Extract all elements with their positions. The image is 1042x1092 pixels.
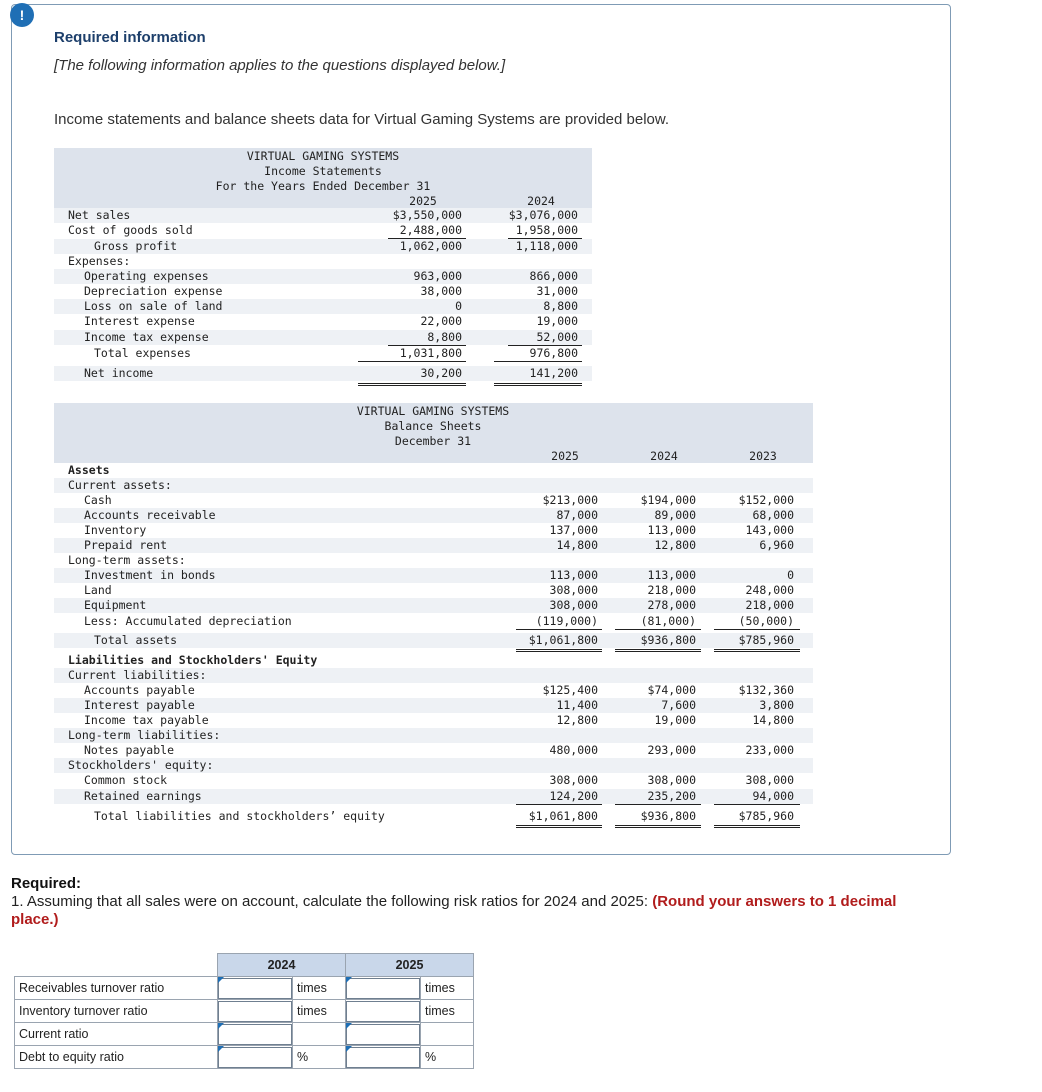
balance-value-2023: 218,000 bbox=[745, 598, 794, 612]
income-row-label: Cost of goods sold bbox=[68, 223, 193, 237]
balance-underline bbox=[714, 804, 800, 805]
intro-text: Income statements and balance sheets data for Virtual Gaming Systems are provided below. bbox=[54, 111, 670, 128]
balance-value-2025: $1,061,800 bbox=[528, 633, 598, 647]
balance-value-2023: 94,000 bbox=[752, 789, 794, 803]
ratio-unit: % bbox=[293, 1046, 346, 1069]
income-value-2025: 8,800 bbox=[427, 330, 462, 344]
balance-row-label: Stockholders' equity: bbox=[68, 758, 214, 772]
column-header-2025: 2025 bbox=[346, 954, 474, 977]
balance-row-label: Current liabilities: bbox=[68, 668, 207, 682]
balance-value-2024: 12,800 bbox=[654, 538, 696, 552]
balance-year-2025: 2025 bbox=[551, 449, 579, 463]
income-row-label: Depreciation expense bbox=[84, 284, 223, 298]
balance-value-2024: $936,800 bbox=[640, 633, 696, 647]
income-year-2025: 2025 bbox=[409, 194, 437, 208]
balance-value-2023: 143,000 bbox=[745, 523, 794, 537]
inventory-turnover-2025-input[interactable] bbox=[346, 1001, 420, 1022]
ratio-row-current bbox=[15, 1023, 474, 1046]
balance-value-2025: 124,200 bbox=[549, 789, 598, 803]
receivables-turnover-2025-input[interactable] bbox=[346, 978, 420, 999]
balance-value-2025: 308,000 bbox=[549, 598, 598, 612]
balance-double-underline bbox=[516, 649, 602, 650]
income-row-label: Expenses: bbox=[68, 254, 131, 268]
balance-value-2023: 14,800 bbox=[752, 713, 794, 727]
balance-value-2023: $132,360 bbox=[738, 683, 794, 697]
income-value-2025: 0 bbox=[455, 299, 462, 313]
balance-date: December 31 bbox=[394, 434, 472, 448]
balance-row-label: Interest payable bbox=[84, 698, 195, 712]
balance-row-label: Common stock bbox=[84, 773, 168, 787]
balance-double-underline bbox=[615, 825, 701, 826]
balance-value-2023: 0 bbox=[787, 568, 794, 582]
income-row-label: Total expenses bbox=[94, 346, 191, 360]
balance-value-2023: $785,960 bbox=[738, 633, 794, 647]
balance-value-2025: (119,000) bbox=[535, 614, 598, 628]
balance-row-stripe bbox=[54, 538, 813, 553]
balance-double-underline bbox=[615, 649, 701, 650]
balance-value-2025: 308,000 bbox=[549, 583, 598, 597]
balance-value-2023: $152,000 bbox=[738, 493, 794, 507]
inventory-turnover-2024-input[interactable] bbox=[218, 1001, 292, 1022]
balance-value-2025: $213,000 bbox=[542, 493, 598, 507]
balance-value-2023: $785,960 bbox=[738, 809, 794, 823]
ratio-unit: times bbox=[421, 1000, 474, 1023]
income-title: Income Statements bbox=[264, 164, 382, 178]
balance-value-2024: 293,000 bbox=[647, 743, 696, 757]
ratio-row-debt-equity bbox=[15, 1046, 474, 1069]
ratio-unit bbox=[293, 1023, 346, 1046]
rounding-note: (Round your answers to 1 decimal place.) bbox=[11, 893, 897, 928]
balance-row-label: Equipment bbox=[84, 598, 147, 612]
ratio-answer-table bbox=[14, 953, 474, 1069]
balance-row-label: Less: Accumulated depreciation bbox=[84, 614, 292, 628]
balance-underline bbox=[516, 804, 602, 805]
current-ratio-2025-input[interactable] bbox=[346, 1024, 420, 1045]
income-row-label: Net sales bbox=[68, 208, 131, 222]
balance-value-2024: 218,000 bbox=[647, 583, 696, 597]
balance-underline bbox=[714, 629, 800, 630]
column-header-2024: 2024 bbox=[218, 954, 346, 977]
balance-value-2024: 308,000 bbox=[647, 773, 696, 787]
income-double-underline bbox=[494, 385, 582, 386]
balance-row-label: Income tax payable bbox=[84, 713, 209, 727]
balance-value-2023: 3,800 bbox=[759, 698, 794, 712]
income-period: For the Years Ended December 31 bbox=[215, 179, 431, 193]
balance-row-label: Total liabilities and stockholders’ equity bbox=[94, 809, 385, 823]
balance-value-2024: 278,000 bbox=[647, 598, 696, 612]
income-value-2025: 22,000 bbox=[420, 314, 462, 328]
balance-value-2023: 68,000 bbox=[752, 508, 794, 522]
balance-double-underline bbox=[615, 651, 701, 652]
balance-value-2025: 87,000 bbox=[556, 508, 598, 522]
income-double-underline bbox=[358, 383, 466, 384]
balance-double-underline bbox=[516, 651, 602, 652]
income-value-2025: 38,000 bbox=[420, 284, 462, 298]
balance-value-2025: 137,000 bbox=[549, 523, 598, 537]
balance-value-2023: (50,000) bbox=[738, 614, 794, 628]
ratio-unit: times bbox=[421, 977, 474, 1000]
balance-title: Balance Sheets bbox=[384, 419, 482, 433]
income-value-2024: 1,118,000 bbox=[515, 239, 578, 253]
balance-company: VIRTUAL GAMING SYSTEMS bbox=[356, 404, 510, 418]
ratio-label: Debt to equity ratio bbox=[15, 1046, 218, 1069]
balance-double-underline bbox=[714, 651, 800, 652]
balance-value-2024: 89,000 bbox=[654, 508, 696, 522]
income-value-2024: 866,000 bbox=[529, 269, 578, 283]
ratio-unit bbox=[421, 1023, 474, 1046]
income-value-2024: 976,800 bbox=[529, 346, 578, 360]
balance-value-2025: 480,000 bbox=[549, 743, 598, 757]
income-row-label: Gross profit bbox=[94, 239, 178, 253]
balance-row-label: Liabilities and Stockholders' Equity bbox=[68, 653, 318, 667]
income-value-2024: 19,000 bbox=[536, 314, 578, 328]
balance-row-label: Prepaid rent bbox=[84, 538, 168, 552]
balance-value-2024: $194,000 bbox=[640, 493, 696, 507]
income-row-label: Interest expense bbox=[84, 314, 195, 328]
ratio-unit: times bbox=[293, 977, 346, 1000]
balance-value-2025: 308,000 bbox=[549, 773, 598, 787]
income-value-2025: 963,000 bbox=[413, 269, 462, 283]
balance-row-label: Long-term assets: bbox=[68, 553, 186, 567]
balance-row-label: Total assets bbox=[94, 633, 178, 647]
balance-row-label: Cash bbox=[84, 493, 112, 507]
balance-underline bbox=[516, 629, 602, 630]
ratio-row-receivables bbox=[15, 977, 474, 1000]
income-company: VIRTUAL GAMING SYSTEMS bbox=[246, 149, 400, 163]
alert-icon: ! bbox=[10, 3, 34, 27]
balance-underline bbox=[615, 629, 701, 630]
balance-value-2025: $1,061,800 bbox=[528, 809, 598, 823]
balance-row-label: Accounts payable bbox=[84, 683, 195, 697]
ratio-unit: % bbox=[421, 1046, 474, 1069]
balance-value-2025: 113,000 bbox=[549, 568, 598, 582]
balance-value-2024: 113,000 bbox=[647, 523, 696, 537]
balance-value-2025: 12,800 bbox=[556, 713, 598, 727]
balance-value-2025: $125,400 bbox=[542, 683, 598, 697]
ratio-unit: times bbox=[293, 1000, 346, 1023]
balance-row-label: Long-term liabilities: bbox=[68, 728, 221, 742]
balance-value-2024: 7,600 bbox=[661, 698, 696, 712]
ratio-label: Inventory turnover ratio bbox=[15, 1000, 218, 1023]
income-value-2025: 1,031,800 bbox=[399, 346, 462, 360]
income-value-2025: $3,550,000 bbox=[392, 208, 462, 222]
income-value-2025: 30,200 bbox=[420, 366, 462, 380]
ratio-label: Receivables turnover ratio bbox=[15, 977, 218, 1000]
ratio-label: Current ratio bbox=[15, 1023, 218, 1046]
income-underline bbox=[358, 361, 466, 362]
balance-year-2023: 2023 bbox=[749, 449, 777, 463]
income-value-2024: 1,958,000 bbox=[515, 223, 578, 237]
balance-value-2023: 308,000 bbox=[745, 773, 794, 787]
income-value-2025: 1,062,000 bbox=[399, 239, 462, 253]
income-value-2024: 31,000 bbox=[536, 284, 578, 298]
income-row-label: Operating expenses bbox=[84, 269, 209, 283]
income-value-2024: 8,800 bbox=[543, 299, 578, 313]
balance-year-2024: 2024 bbox=[650, 449, 678, 463]
balance-row-label: Land bbox=[84, 583, 112, 597]
required-instruction-text: 1. Assuming that all sales were on account, calculate the following risk ratios for 2024 and 2025: bbox=[11, 893, 653, 910]
balance-row-label: Investment in bonds bbox=[84, 568, 216, 582]
balance-value-2025: 11,400 bbox=[556, 698, 598, 712]
required-information-title: Required information bbox=[54, 29, 206, 46]
required-information-subtitle: [The following information applies to the questions displayed below.] bbox=[54, 57, 506, 74]
income-value-2025: 2,488,000 bbox=[399, 223, 462, 237]
balance-value-2024: $74,000 bbox=[647, 683, 696, 697]
debt-to-equity-2025-input[interactable] bbox=[346, 1047, 420, 1068]
required-heading: Required: bbox=[11, 875, 82, 892]
balance-value-2024: 19,000 bbox=[654, 713, 696, 727]
balance-row-label: Current assets: bbox=[68, 478, 172, 492]
current-ratio-2024-input[interactable] bbox=[218, 1024, 292, 1045]
income-double-underline bbox=[358, 385, 466, 386]
income-value-2024: 141,200 bbox=[529, 366, 578, 380]
income-underline bbox=[494, 361, 582, 362]
balance-row-stripe bbox=[54, 598, 813, 613]
balance-double-underline bbox=[714, 649, 800, 650]
balance-double-underline bbox=[516, 827, 602, 828]
income-row-label: Income tax expense bbox=[84, 330, 209, 344]
income-row-label: Net income bbox=[84, 366, 154, 380]
balance-value-2025: 14,800 bbox=[556, 538, 598, 552]
balance-row-label: Notes payable bbox=[84, 743, 175, 757]
balance-value-2024: $936,800 bbox=[640, 809, 696, 823]
balance-double-underline bbox=[714, 825, 800, 826]
balance-value-2024: 235,200 bbox=[647, 789, 696, 803]
balance-row-label: Assets bbox=[68, 463, 110, 477]
balance-value-2024: (81,000) bbox=[640, 614, 696, 628]
corner-cell bbox=[15, 954, 218, 977]
balance-row-label: Inventory bbox=[84, 523, 147, 537]
income-year-2024: 2024 bbox=[527, 194, 555, 208]
debt-to-equity-2024-input[interactable] bbox=[218, 1047, 292, 1068]
ratio-row-inventory bbox=[15, 1000, 474, 1023]
income-value-2024: 52,000 bbox=[536, 330, 578, 344]
balance-value-2023: 6,960 bbox=[759, 538, 794, 552]
balance-value-2024: 113,000 bbox=[647, 568, 696, 582]
balance-row-label: Retained earnings bbox=[84, 789, 202, 803]
balance-row-label: Accounts receivable bbox=[84, 508, 216, 522]
income-value-2024: $3,076,000 bbox=[508, 208, 578, 222]
income-double-underline bbox=[494, 383, 582, 384]
balance-double-underline bbox=[714, 827, 800, 828]
balance-double-underline bbox=[615, 827, 701, 828]
income-row-label: Loss on sale of land bbox=[84, 299, 223, 313]
balance-underline bbox=[615, 804, 701, 805]
required-instruction bbox=[11, 893, 941, 929]
receivables-turnover-2024-input[interactable] bbox=[218, 978, 292, 999]
balance-value-2023: 248,000 bbox=[745, 583, 794, 597]
balance-value-2023: 233,000 bbox=[745, 743, 794, 757]
balance-double-underline bbox=[516, 825, 602, 826]
